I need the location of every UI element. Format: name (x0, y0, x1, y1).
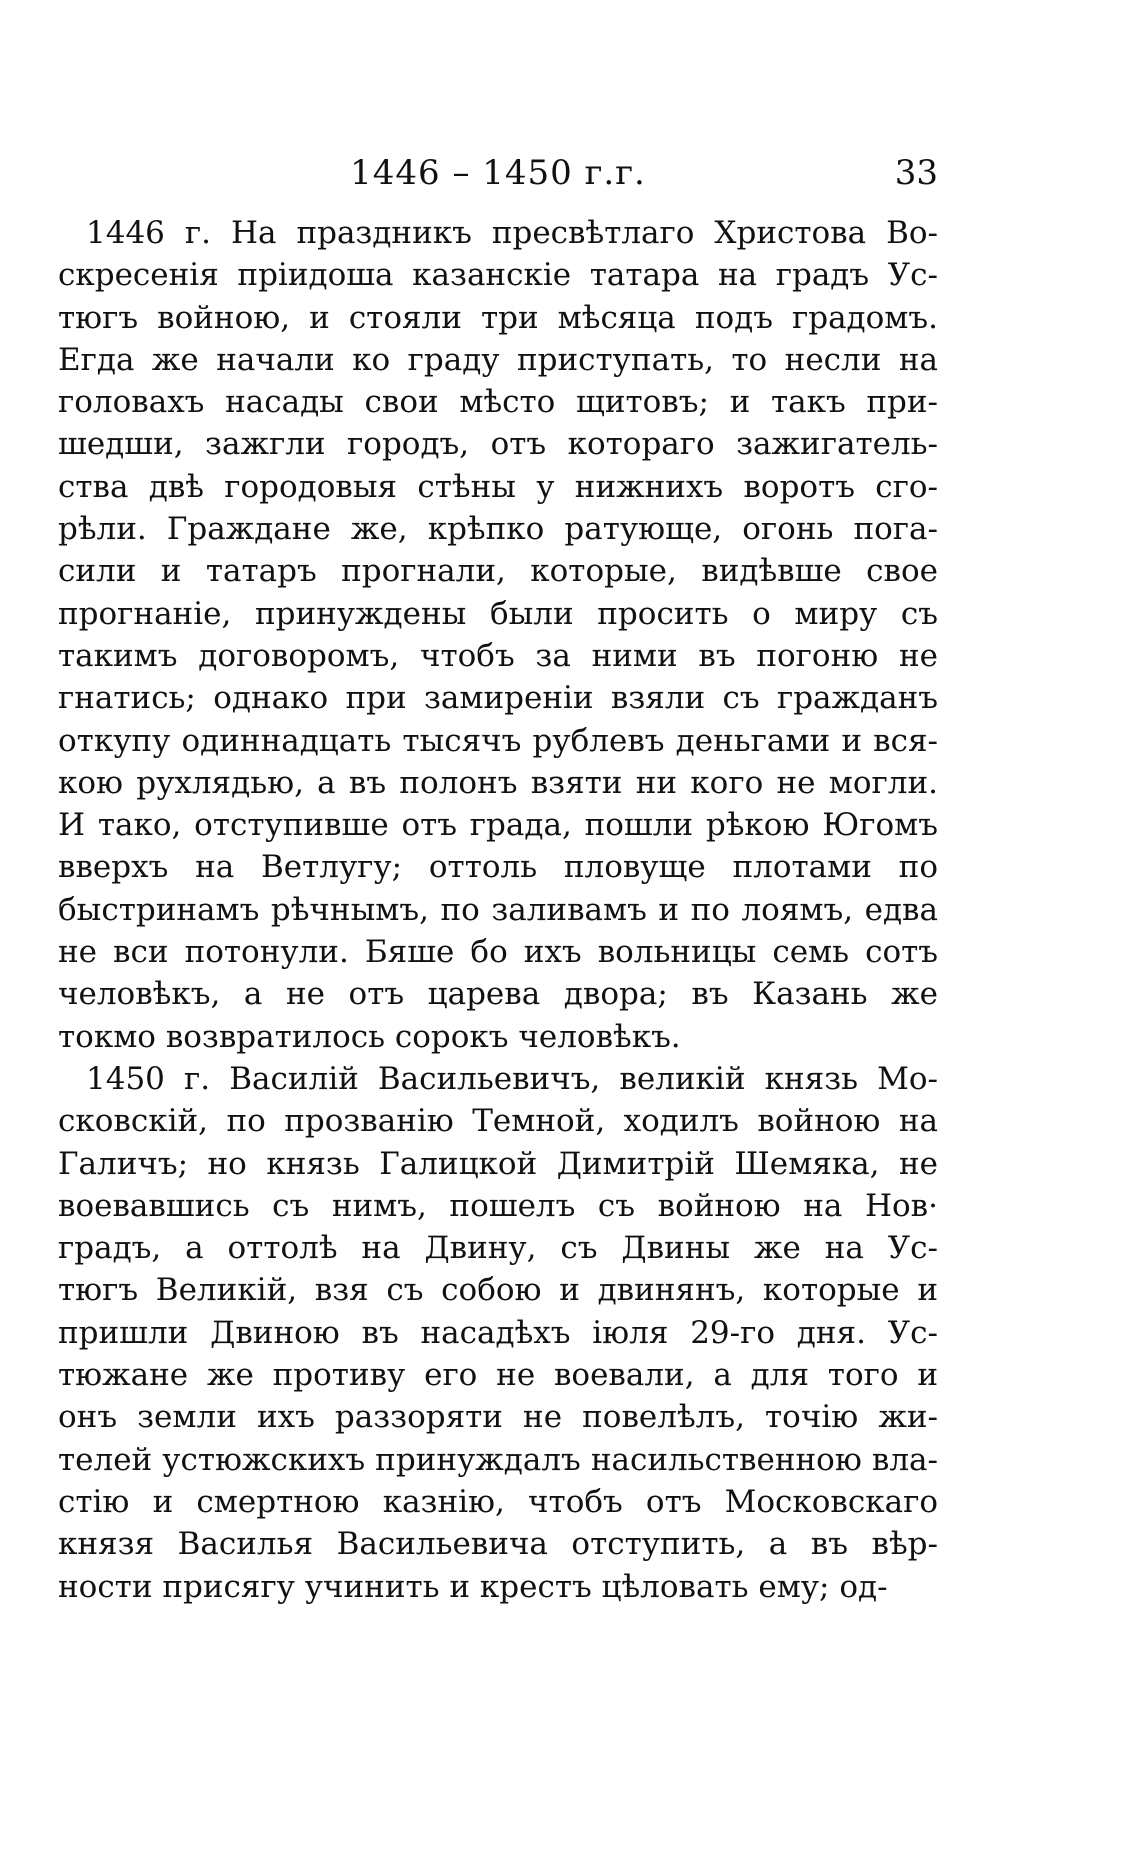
text-line: откупу одиннадцать тысячъ рублевъ деньгами и вся- (58, 722, 938, 759)
body-text (58, 212, 938, 1608)
text-line: тюжане же противу его не воевали, а для того и (58, 1357, 938, 1394)
text-line: Галичъ; но князь Галицкой Димитрій Шемяка, не (58, 1145, 938, 1182)
text-line: гнатись; однако при замиреніи взяли съ гражданъ (58, 680, 938, 717)
text-line: Егда же начали ко граду приступать, то несли на (58, 341, 938, 378)
text-line: 1446 г. На праздникъ пресвѣтлаго Христова Во- (86, 215, 938, 251)
text-line: онъ земли ихъ раззоряти не повелѣлъ, точію жи- (58, 1399, 938, 1436)
text-line: И тако, отступивше отъ града, пошли рѣкою Югомъ (58, 807, 938, 844)
paragraph-2 (58, 1058, 938, 1608)
text-line: кою рухлядью, а въ полонъ взяти ни кого не могли. (58, 764, 938, 801)
text-line: вверхъ на Ветлугу; оттоль пловуще плотами по (58, 849, 938, 886)
paragraph-1 (58, 212, 938, 1058)
text-line: головахъ насады свои мѣсто щитовъ; и такъ при- (58, 384, 938, 421)
text-line: ства двѣ городовыя стѣны у нижнихъ воротъ сго- (58, 468, 938, 505)
text-line: шедши, зажгли городъ, отъ котораго зажигатель- (58, 426, 938, 463)
running-head (58, 148, 938, 198)
text-line: тюгъ войною, и стояли три мѣсяца подъ градомъ. (58, 299, 938, 336)
text-line: ности присягу учинить и крестъ цѣловать ему; од- (58, 1568, 888, 1605)
text-line: 1450 г. Василій Васильевичъ, великій князь Мо- (86, 1060, 938, 1097)
text-line: рѣли. Граждане же, крѣпко ратующе, огонь пога- (58, 511, 938, 548)
text-line: градъ, а оттолѣ на Двину, съ Двины же на Ус- (58, 1230, 938, 1267)
text-line: сковскій, по прозванію Темной, ходилъ войною на (58, 1103, 938, 1140)
text-line: человѣкъ, а не отъ царева двора; въ Казань же (58, 976, 938, 1013)
text-line: пришли Двиною въ насадѣхъ іюля 29-го дня. Ус- (58, 1314, 938, 1351)
text-line: скресенія пріидоша казанскіе татара на градъ Ус- (58, 257, 938, 294)
running-title: 1446 – 1450 г.г. (350, 153, 646, 193)
text-line: не вси потонули. Бяше бо ихъ вольницы семь сотъ (58, 934, 938, 971)
page-number: 33 (894, 153, 938, 193)
text-line: сили и татаръ прогнали, которые, видѣвше свое (58, 553, 938, 590)
text-line: телей устюжскихъ принуждалъ насильственною вла- (58, 1441, 938, 1478)
text-line: стію и смертною казнію, чтобъ отъ Московскаго (58, 1483, 938, 1520)
text-line: токмо возвратилось сорокъ человѣкъ. (58, 1018, 681, 1055)
text-line: князя Василья Васильевича отступить, а въ вѣр- (58, 1526, 938, 1563)
text-line: тюгъ Великій, взя съ собою и двинянъ, которые и (58, 1272, 938, 1309)
text-line: такимъ договоромъ, чтобъ за ними въ погоню не (58, 637, 938, 674)
text-line: быстринамъ рѣчнымъ, по заливамъ и по лоямъ, едва (58, 891, 938, 928)
text-line: прогнаніе, принуждены были просить о миру съ (58, 595, 938, 632)
text-line: воевавшись съ нимъ, пошелъ съ войною на Нов· (58, 1187, 938, 1224)
